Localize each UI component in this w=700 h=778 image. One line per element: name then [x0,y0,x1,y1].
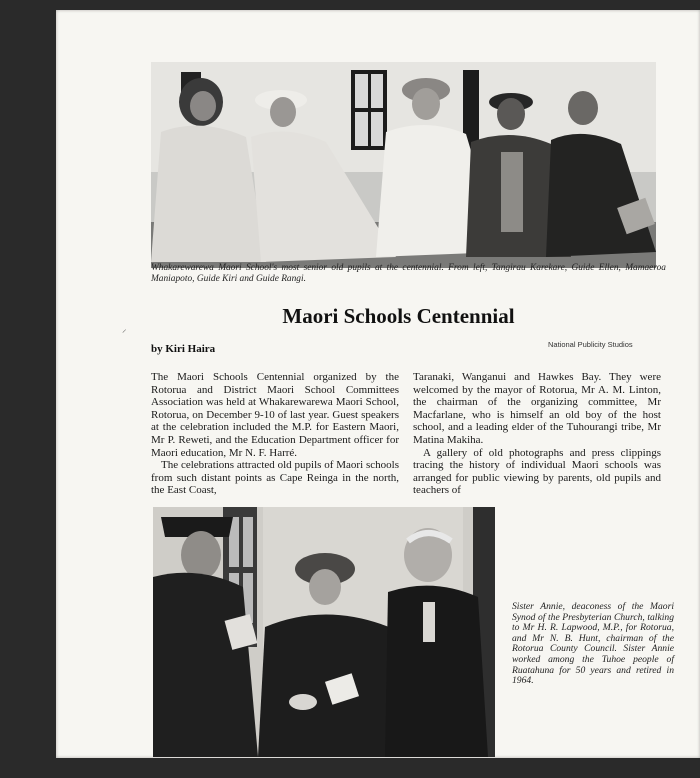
photo-senior-old-pupils-drawing [151,62,656,268]
paragraph: The celebrations attracted old pupils of Maori schools from such distant points as Cape Reinga in the north, the East Coast, [151,459,399,497]
article-byline: by Kiri Haira [151,343,216,355]
photo-sister-annie [153,507,495,757]
photo-credit: National Publicity Studios [548,340,633,349]
paragraph: Taranaki, Wanganui and Hawkes Bay. They were welcomed by the mayor of Rotorua, Mr A. M. Linton, the chairman of the organizing committee, Mr Macfarlane, who is himself an old boy of the host school, and a leading elder of the Tuhourangi tribe, Mr Matina Makiha. [413,371,661,446]
article-column-right [413,371,661,497]
photo-top-caption: Whakarewarewa Maori School's most senior old pupils at the centennial. From left, Tangirau Karekare, Guide Ellen, Mamaeroa Maniapoto, Guide Kiri and Guide Rangi. [151,263,666,284]
article-headline: Maori Schools Centennial [282,304,515,328]
paragraph: A gallery of old photographs and press clippings tracing the history of individual Maori schools was arranged for public viewing by parents, old pupils and teachers of [413,446,661,497]
magazine-page [56,10,700,758]
photo-senior-old-pupils [151,62,656,268]
paragraph: The Maori Schools Centennial organized by the Rotorua and District Maori School Committees Association was held at Whakarewarewa Maori School, Rotorua, on December 9-10 of last year. Guest speakers at the celebration included the M.P. for Eastern Maori, Mr P. Reweti, and the Education Department officer for Maori education, Mr N. F. Harré. [151,371,399,459]
photo-sister-annie-drawing [153,507,495,757]
article-column-left [151,371,399,497]
photo-bottom-caption: Sister Annie, deaconess of the Maori Synod of the Presbyterian Church, talking to Mr H. R. Lapwood, M.P., for Rotorua, and Mr N. B. Hunt, chairman of the Rotorua County Council. Sister Annie worked among the Tuhoe people of Ruatahuna for 50 years and retired in 1964. [512,601,674,687]
margin-mark: ⸝ [122,324,127,334]
